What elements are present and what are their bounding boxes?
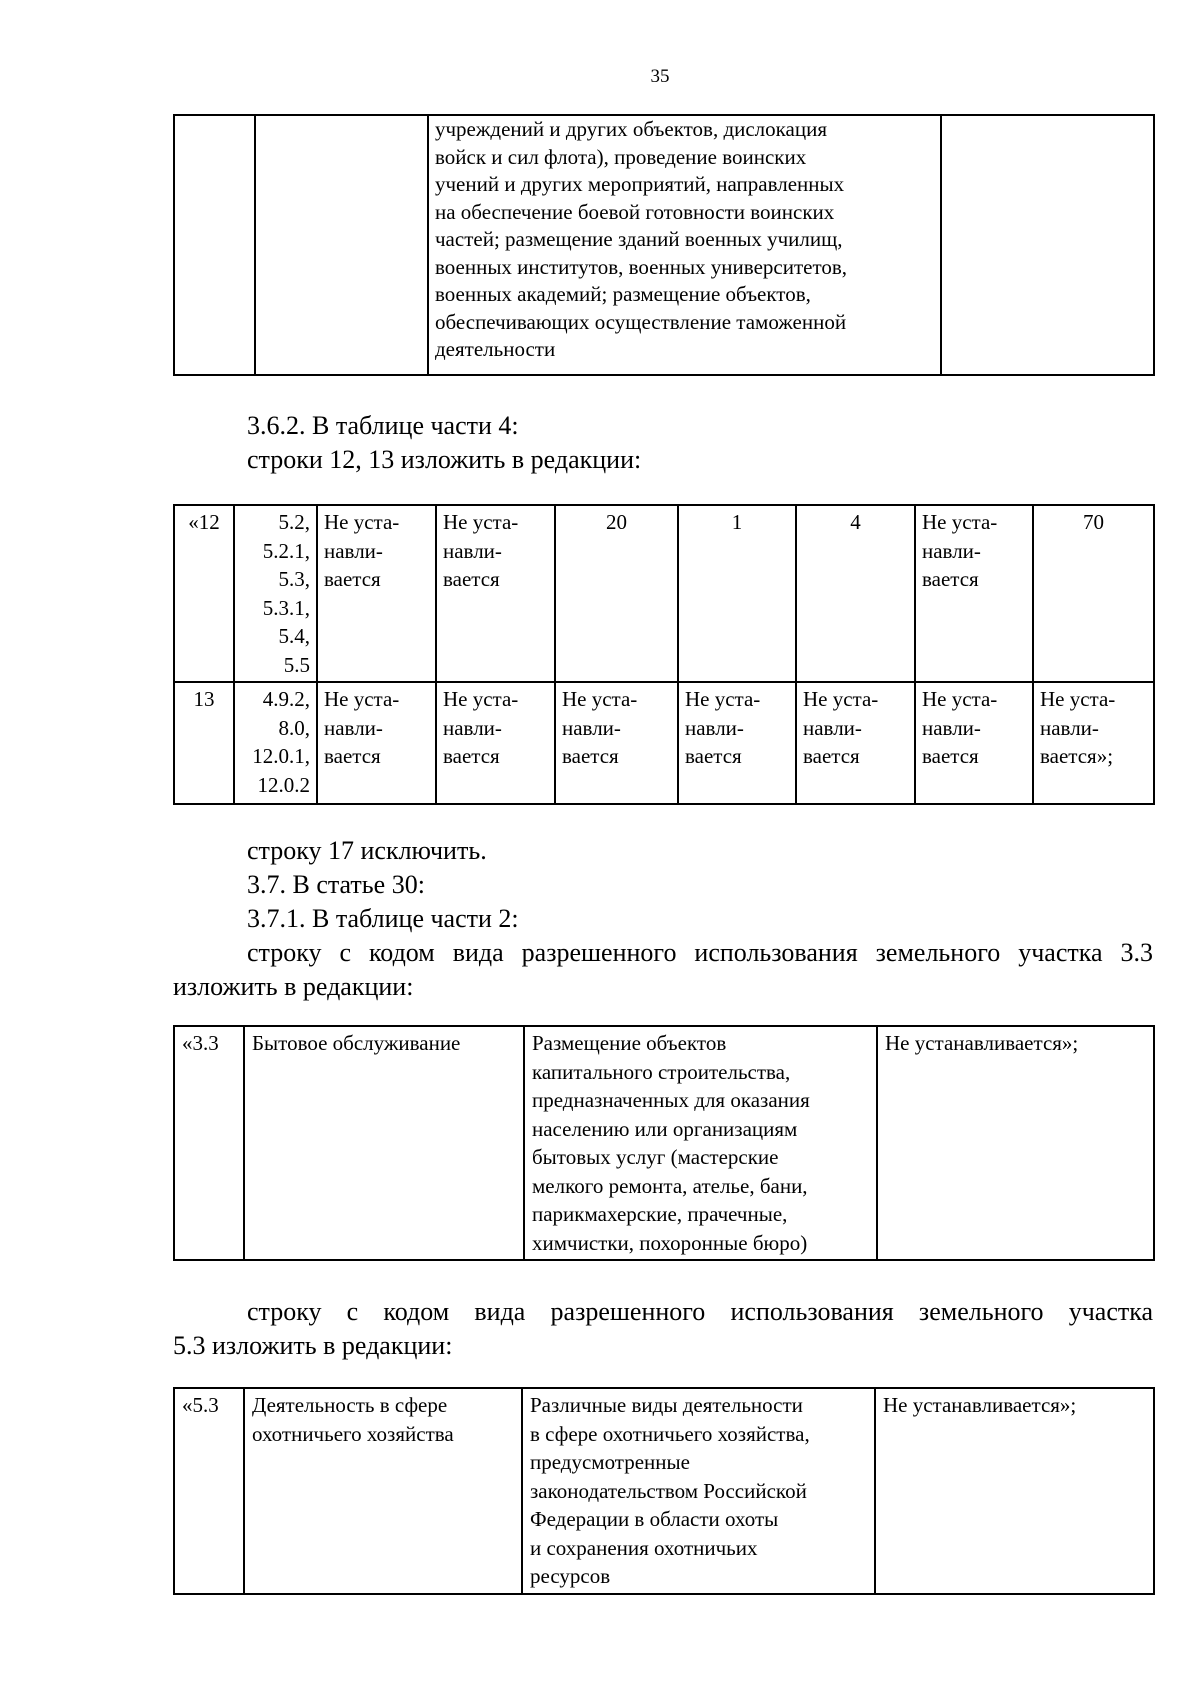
section-heading: 3.7. В статье 30:: [247, 870, 425, 899]
code-cell: «3.3: [174, 1026, 244, 1260]
table-cell: Не уста- навли- вается: [317, 505, 436, 682]
table-cell: Не уста- навли- вается: [796, 682, 915, 804]
paragraph-line: строку с кодом вида разрешенного использования земельного участка 3.3: [247, 938, 1153, 967]
table-cell: Не уста- навли- вается: [915, 505, 1033, 682]
table-code-3-3: [173, 1025, 1155, 1261]
page-number: 35: [650, 66, 670, 87]
paragraph-line: 5.3 изложить в редакции:: [173, 1331, 453, 1360]
table-cell: 1: [678, 505, 796, 682]
table-cell: Не уста- навли- вается»;: [1033, 682, 1154, 804]
cell-line: военных институтов, военных университетов,: [435, 254, 848, 279]
row-number: 13: [174, 682, 234, 804]
table-row: [174, 115, 1154, 375]
paragraph-line: изложить в редакции:: [173, 972, 414, 1001]
description-cell: Размещение объектов капитального строительства, предназначенных для оказания населению или организациям бытовых услуг (мастерские мелкого ремонта, ателье, бани, парикмахерские, прачечные, химчистки, похоронные бюро): [524, 1026, 877, 1260]
table-row: [174, 1388, 1154, 1594]
paragraph-line: строку с кодом вида разрешенного использования земельного участка: [247, 1297, 1153, 1326]
value-cell: Не устанавливается»;: [875, 1388, 1154, 1594]
table-cell: [174, 115, 255, 375]
table-cell: Не уста- навли- вается: [436, 505, 555, 682]
value-cell: Не устанавливается»;: [877, 1026, 1154, 1260]
paragraph-line: строку 17 исключить.: [247, 836, 487, 865]
table-cell: Не уста- навли- вается: [555, 682, 678, 804]
table-row: [174, 1026, 1154, 1260]
row-number: «12: [174, 505, 234, 682]
table-continuation: [173, 114, 1155, 376]
section-heading: 3.7.1. В таблице части 2:: [247, 904, 519, 933]
code-cell: «5.3: [174, 1388, 244, 1594]
table-cell: 70: [1033, 505, 1154, 682]
code-cell: 4.9.2, 8.0, 12.0.1, 12.0.2: [234, 682, 317, 804]
cell-line: частей; размещение зданий военных училищ,: [435, 227, 843, 251]
table-cell: 4: [796, 505, 915, 682]
table-cell: [255, 115, 428, 375]
table-cell: Не уста- навли- вается: [678, 682, 796, 804]
description-cell: Различные виды деятельности в сфере охотничьего хозяйства, предусмотренные законодательством Российской Федерации в области охоты и сохранения охотничьих ресурсов: [522, 1388, 875, 1594]
cell-line: учреждений и других объектов, дислокация: [435, 117, 828, 141]
cell-line: военных академий; размещение объектов,: [435, 282, 811, 306]
table-row: [174, 682, 1154, 804]
table-cell: [428, 115, 941, 375]
name-cell: Деятельность в сфере охотничьего хозяйства: [244, 1388, 522, 1594]
table-part-4: [173, 504, 1155, 805]
table-row: [174, 505, 1154, 682]
table-cell: Не уста- навли- вается: [915, 682, 1033, 804]
section-heading: 3.6.2. В таблице части 4:: [247, 411, 519, 440]
cell-line: учений и других мероприятий, направленных: [435, 172, 845, 196]
table-cell: Не уста- навли- вается: [436, 682, 555, 804]
name-cell: Бытовое обслуживание: [244, 1026, 524, 1260]
cell-line: обеспечивающих осуществление таможенной: [435, 309, 847, 334]
paragraph-line: строки 12, 13 изложить в редакции:: [247, 445, 642, 474]
cell-line: войск и сил флота), проведение воинских: [435, 144, 807, 169]
table-cell: [941, 115, 1154, 375]
cell-line: на обеспечение боевой готовности воинских: [435, 199, 835, 224]
table-cell: 20: [555, 505, 678, 682]
code-cell: 5.2, 5.2.1, 5.3, 5.3.1, 5.4, 5.5: [234, 505, 317, 682]
table-cell: Не уста- навли- вается: [317, 682, 436, 804]
cell-line: деятельности: [435, 337, 556, 361]
table-code-5-3: [173, 1387, 1155, 1595]
